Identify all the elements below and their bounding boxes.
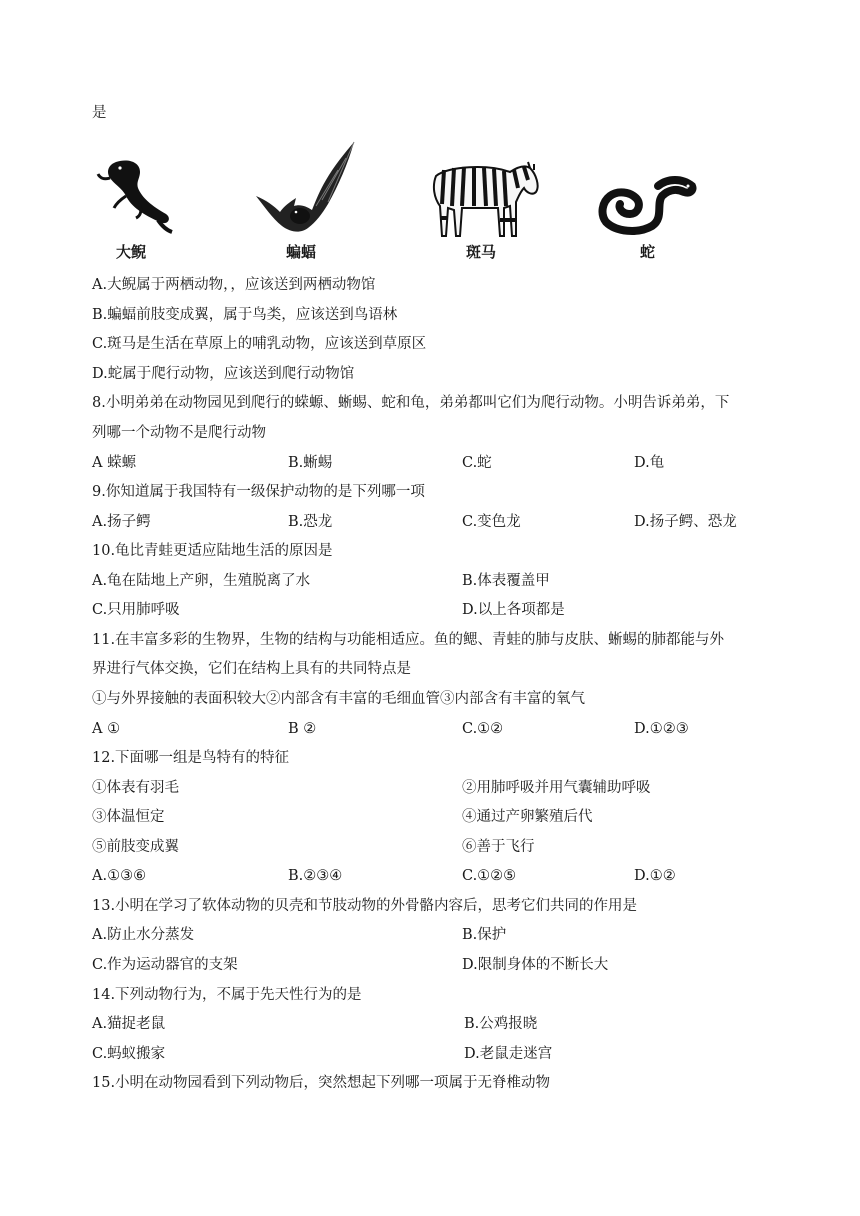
q9-stem: 9.你知道属于我国特有一级保护动物的是下列哪一项 bbox=[92, 484, 425, 500]
q15-stem: 15.小明在动物园看到下列动物后，突然想起下列哪一项属于无脊椎动物 bbox=[92, 1075, 551, 1091]
q12-item-5: ⑤前肢变成翼 bbox=[92, 839, 179, 855]
q11-option-d: D.①②③ bbox=[634, 721, 689, 737]
q7-option-a: A.大鲵属于两栖动物，，应该送到两栖动物馆 bbox=[92, 277, 376, 293]
animal-label-snake: 蛇 bbox=[640, 243, 656, 261]
q11-stem-line1: 11.在丰富多彩的生物界，生物的结构与功能相适应。鱼的鳃、青蛙的肺与皮肤、蜥蜴的肺都能与外 bbox=[92, 632, 725, 648]
q9-option-b: B.恐龙 bbox=[288, 514, 333, 530]
q10-option-c: C.只用肺呼吸 bbox=[92, 602, 180, 618]
q13-stem: 13.小明在学习了软体动物的贝壳和节肢动物的外骨骼内容后，思考它们共同的作用是 bbox=[92, 898, 638, 914]
q12-item-6: ⑥善于飞行 bbox=[462, 839, 535, 855]
snake-icon bbox=[598, 168, 698, 240]
q13-option-d: D.限制身体的不断长大 bbox=[462, 957, 609, 973]
q8-stem-line2: 列哪一个动物不是爬行动物 bbox=[92, 425, 266, 441]
q14-option-b: B.公鸡报晓 bbox=[464, 1016, 538, 1032]
q7-option-d: D.蛇属于爬行动物，应该送到爬行动物馆 bbox=[92, 366, 355, 382]
q12-item-1: ①体表有羽毛 bbox=[92, 780, 179, 796]
q8-option-d: D.龟 bbox=[634, 455, 665, 471]
q11-option-c: C.①② bbox=[462, 721, 504, 737]
q12-option-d: D.①② bbox=[634, 868, 676, 884]
q14-option-a: A.猫捉老鼠 bbox=[92, 1016, 166, 1032]
animal-label-giant-salamander: 大鲵 bbox=[116, 243, 147, 261]
q11-statements: ①与外界接触的表面积较大②内部含有丰富的毛细血管③内部含有丰富的氧气 bbox=[92, 691, 585, 707]
animal-label-bat: 蝙蝠 bbox=[286, 243, 317, 261]
q9-option-d: D.扬子鳄、恐龙 bbox=[634, 514, 737, 530]
q12-item-2: ②用肺呼吸并用气囊辅助呼吸 bbox=[462, 780, 651, 796]
animal-label-zebra: 斑马 bbox=[466, 243, 497, 261]
q14-option-d: D.老鼠走迷宫 bbox=[464, 1046, 553, 1062]
q11-option-a: A ① bbox=[92, 721, 121, 737]
bat-icon bbox=[250, 140, 360, 238]
q11-stem-line2: 界进行气体交换，它们在结构上具有的共同特点是 bbox=[92, 661, 411, 677]
q14-option-c: C.蚂蚁搬家 bbox=[92, 1046, 166, 1062]
q13-option-c: C.作为运动器官的支架 bbox=[92, 957, 238, 973]
giant-salamander-icon bbox=[96, 156, 176, 236]
q10-stem: 10.龟比青蛙更适应陆地生活的原因是 bbox=[92, 543, 333, 559]
q8-option-c: C.蛇 bbox=[462, 455, 492, 471]
q12-option-a: A.①③⑥ bbox=[92, 868, 147, 884]
q9-option-c: C.变色龙 bbox=[462, 514, 521, 530]
q10-option-a: A.龟在陆地上产卵，生殖脱离了水 bbox=[92, 573, 311, 589]
q12-option-b: B.②③④ bbox=[288, 868, 343, 884]
q13-option-b: B.保护 bbox=[462, 927, 507, 943]
q10-option-b: B.体表覆盖甲 bbox=[462, 573, 550, 589]
q13-option-a: A.防止水分蒸发 bbox=[92, 927, 195, 943]
q12-item-3: ③体温恒定 bbox=[92, 809, 165, 825]
q12-stem: 12.下面哪一组是鸟特有的特征 bbox=[92, 750, 290, 766]
q14-stem: 14.下列动物行为，不属于先天性行为的是 bbox=[92, 987, 362, 1003]
q12-option-c: C.①②⑤ bbox=[462, 868, 517, 884]
q8-stem-line1: 8.小明弟弟在动物园见到爬行的蝾螈、蜥蜴、蛇和龟，弟弟都叫它们为爬行动物。小明告诉弟弟，下 bbox=[92, 395, 730, 411]
q7-option-b: B.蝙蝠前肢变成翼，属于鸟类，应该送到鸟语林 bbox=[92, 307, 398, 323]
q7-option-c: C.斑马是生活在草原上的哺乳动物，应该送到草原区 bbox=[92, 336, 427, 352]
q8-option-b: B.蜥蜴 bbox=[288, 455, 333, 471]
q8-option-a: A 蝾螈 bbox=[92, 455, 137, 471]
q11-option-b: B ② bbox=[288, 721, 317, 737]
q12-item-4: ④通过产卵繁殖后代 bbox=[462, 809, 593, 825]
zebra-icon bbox=[428, 158, 546, 242]
q10-option-d: D.以上各项都是 bbox=[462, 602, 565, 618]
question-stem-fragment: 是 bbox=[92, 105, 107, 121]
q9-option-a: A.扬子鳄 bbox=[92, 514, 151, 530]
